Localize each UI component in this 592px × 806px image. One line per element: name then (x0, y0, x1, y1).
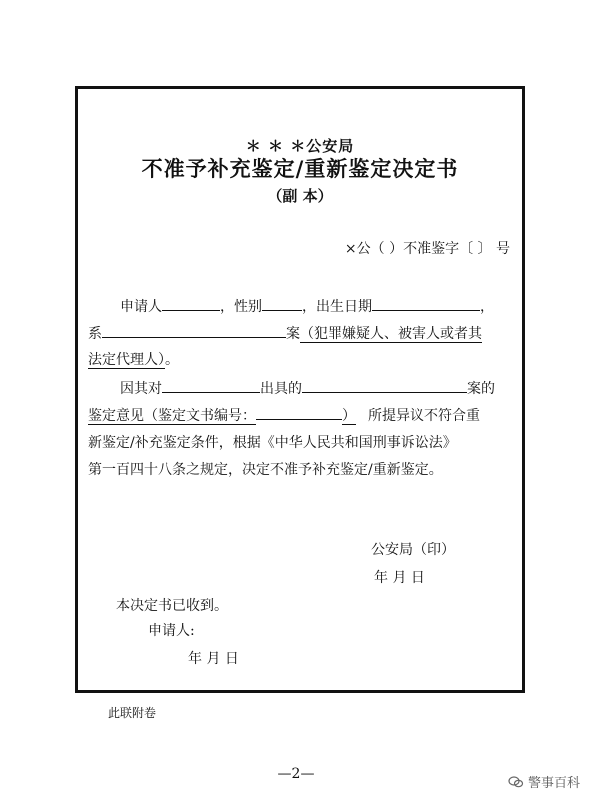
page-number: —2— (277, 766, 315, 782)
copy-label: （副 本） (267, 187, 333, 205)
issue-date: 年 月 日 (374, 570, 425, 586)
watermark-text: 警事百科 (527, 776, 580, 791)
relation-blank[interactable] (102, 323, 286, 338)
gender-blank[interactable] (262, 296, 302, 311)
document-title: 不准予补充鉴定/重新鉴定决定书 (141, 156, 459, 181)
watermark (508, 772, 580, 791)
body-line-6: 新鉴定/补充鉴定条件，根据《中华人民共和国刑事诉讼法》 (88, 435, 457, 451)
institution-blank[interactable] (162, 378, 260, 393)
body-line-7: 第一百四十八条之规定，决定不准予补充鉴定/重新鉴定。 (88, 462, 443, 478)
wechat-icon (508, 774, 524, 790)
case-name-blank[interactable] (302, 378, 467, 393)
body-line-4: 因其对 出具的 案的 (120, 378, 495, 398)
footer-note: 此联附卷 (108, 706, 157, 720)
body-line-3: 法定代理人）。 (88, 352, 179, 368)
document-number-blank[interactable] (256, 405, 342, 420)
receipt-applicant: 申请人: (148, 623, 195, 639)
body-line-5: 鉴定意见（鉴定文书编号： ） 所提异议不符合重 (88, 405, 480, 425)
birth-date-blank[interactable] (372, 296, 480, 311)
agency-name: ＊ ＊ ＊公安局 (245, 137, 355, 155)
receipt-date: 年 月 日 (188, 651, 239, 667)
receipt-statement: 本决定书已收到。 (116, 598, 228, 614)
applicant-name-blank[interactable] (162, 296, 220, 311)
document-number: ×公（ ）不准鉴字〔 〕 号 (344, 241, 510, 257)
form-frame (75, 86, 525, 693)
body-line-2: 系 案（犯罪嫌疑人、被害人或者其 (88, 323, 482, 343)
issuer-seal: 公安局（印） (371, 542, 455, 558)
body-line-1: 申请人 ，性别 ，出生日期 ， (120, 296, 494, 316)
